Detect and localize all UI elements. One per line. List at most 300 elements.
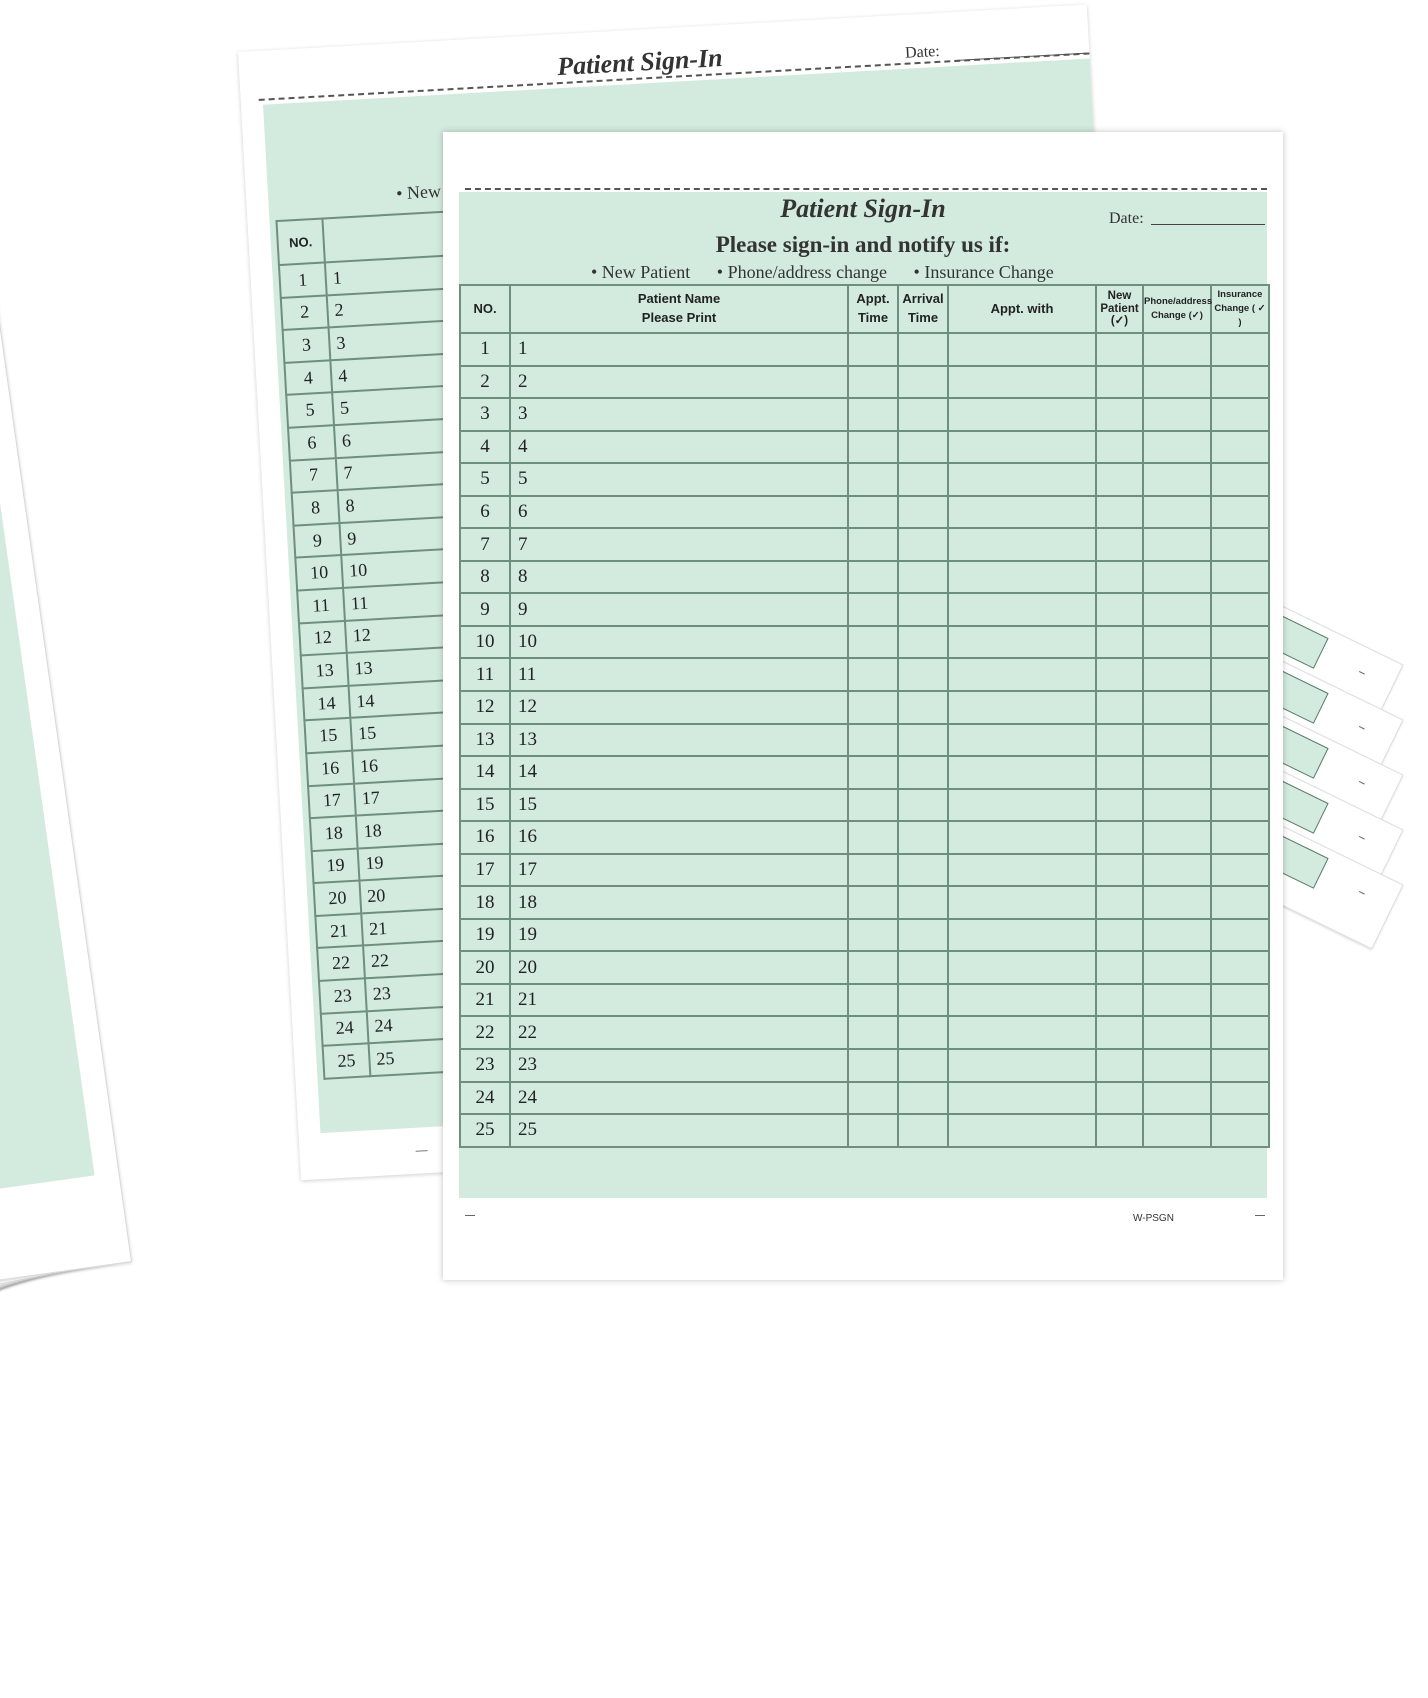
patient-name-cell[interactable]: 14 [510, 756, 848, 789]
phone-address-change-cell[interactable] [1143, 333, 1211, 366]
appt-time-cell[interactable] [848, 626, 898, 659]
table-row [460, 789, 1269, 822]
sign-in-table [459, 284, 1270, 1148]
phone-address-change-cell[interactable] [1143, 463, 1211, 496]
patient-name-cell[interactable]: 5 [510, 463, 848, 496]
appt-with-cell[interactable] [948, 496, 1096, 529]
insurance-change-cell[interactable] [1211, 951, 1269, 984]
new-patient-cell[interactable] [1096, 1016, 1143, 1049]
patient-name-cell[interactable]: 1 [510, 333, 848, 366]
row-number: 3 [460, 398, 510, 431]
patient-name-cell[interactable]: 17 [510, 854, 848, 887]
appt-time-cell[interactable] [848, 756, 898, 789]
table-row [460, 626, 1269, 659]
table-row [460, 366, 1269, 399]
patient-name-cell[interactable]: 24 [510, 1082, 848, 1115]
arrival-time-cell[interactable] [898, 951, 948, 984]
phone-address-change-cell[interactable] [1143, 1049, 1211, 1082]
patient-name-cell[interactable]: 11 [510, 658, 848, 691]
arrival-time-cell[interactable] [898, 431, 948, 464]
arrival-time-cell[interactable] [898, 658, 948, 691]
phone-address-change-cell[interactable] [1143, 691, 1211, 724]
table-row [460, 691, 1269, 724]
table-row [460, 528, 1269, 561]
appt-time-cell[interactable] [848, 886, 898, 919]
new-patient-cell[interactable] [1096, 398, 1143, 431]
back-row-number: 6 [288, 425, 336, 460]
back-row-number: 25 [323, 1044, 371, 1079]
insurance-change-cell[interactable] [1211, 691, 1269, 724]
phone-address-change-cell[interactable] [1143, 398, 1211, 431]
appt-time-cell[interactable] [848, 1114, 898, 1147]
col-header-new-patient: New Patient (✓) [1096, 285, 1143, 333]
appt-with-cell[interactable] [948, 658, 1096, 691]
appt-with-cell[interactable] [948, 528, 1096, 561]
appt-with-cell[interactable] [948, 691, 1096, 724]
table-row [460, 561, 1269, 594]
back-row-number: 15 [304, 718, 352, 753]
phone-address-change-cell[interactable] [1143, 886, 1211, 919]
insurance-change-cell[interactable] [1211, 333, 1269, 366]
back-patient-name-cell: 25 [369, 1036, 498, 1076]
appt-time-cell[interactable] [848, 398, 898, 431]
date-field-line [1151, 224, 1265, 225]
new-patient-cell[interactable] [1096, 854, 1143, 887]
new-patient-cell[interactable] [1096, 463, 1143, 496]
phone-address-change-cell[interactable] [1143, 561, 1211, 594]
table-row [460, 1114, 1269, 1147]
phone-address-change-cell[interactable] [1143, 528, 1211, 561]
back-row-number: 17 [308, 783, 356, 818]
table-row [460, 886, 1269, 919]
phone-address-change-cell[interactable] [1143, 626, 1211, 659]
back-patient-name-cell: 16 [352, 744, 481, 784]
phone-address-change-cell[interactable] [1143, 789, 1211, 822]
back-row-number: 3 [283, 328, 331, 363]
appt-with-cell[interactable] [948, 366, 1096, 399]
patient-name-cell[interactable]: 9 [510, 593, 848, 626]
back-row-number: 8 [292, 490, 340, 525]
back-row-number: 4 [284, 360, 332, 395]
row-number: 20 [460, 951, 510, 984]
phone-address-change-cell[interactable] [1143, 1114, 1211, 1147]
table-row [460, 951, 1269, 984]
appt-with-cell[interactable] [948, 1082, 1096, 1115]
back-patient-name-cell: 15 [350, 711, 479, 751]
arrival-time-cell[interactable] [898, 398, 948, 431]
insurance-change-cell[interactable] [1211, 919, 1269, 952]
insurance-change-cell[interactable] [1211, 658, 1269, 691]
patient-name-cell[interactable]: 6 [510, 496, 848, 529]
appt-time-cell[interactable] [848, 431, 898, 464]
insurance-change-cell[interactable] [1211, 496, 1269, 529]
col-header-insurance-change: Insurance Change ( ✓ ) [1211, 285, 1269, 333]
row-number: 4 [460, 431, 510, 464]
arrival-time-cell[interactable] [898, 1016, 948, 1049]
stacked-sheet [0, 92, 132, 1377]
arrival-time-cell[interactable] [898, 886, 948, 919]
arrival-time-cell[interactable] [898, 1049, 948, 1082]
new-patient-cell[interactable] [1096, 756, 1143, 789]
back-patient-name-cell: 11 [343, 581, 472, 621]
phone-address-change-cell[interactable] [1143, 919, 1211, 952]
phone-address-change-cell[interactable] [1143, 756, 1211, 789]
new-patient-cell[interactable] [1096, 561, 1143, 594]
patient-name-cell[interactable]: 19 [510, 919, 848, 952]
new-patient-cell[interactable] [1096, 1049, 1143, 1082]
table-row [460, 854, 1269, 887]
insurance-change-cell[interactable] [1211, 1082, 1269, 1115]
arrival-time-cell[interactable] [898, 724, 948, 757]
col-header-phone-address-change: Phone/address Change (✓) [1143, 285, 1211, 333]
patient-name-cell[interactable]: 20 [510, 951, 848, 984]
arrival-time-cell[interactable] [898, 561, 948, 594]
arrival-time-cell[interactable] [898, 1082, 948, 1115]
row-number: 25 [460, 1114, 510, 1147]
insurance-change-cell[interactable] [1211, 431, 1269, 464]
phone-address-change-cell[interactable] [1143, 431, 1211, 464]
new-patient-cell[interactable] [1096, 366, 1143, 399]
back-patient-name-cell: 14 [349, 678, 478, 718]
new-patient-cell[interactable] [1096, 626, 1143, 659]
back-row-number: 1 [279, 262, 327, 297]
insurance-change-cell[interactable] [1211, 886, 1269, 919]
insurance-change-cell[interactable] [1211, 1016, 1269, 1049]
back-patient-name-cell: 20 [359, 874, 488, 914]
row-number: 6 [460, 496, 510, 529]
appt-time-cell[interactable] [848, 561, 898, 594]
table-row [460, 1016, 1269, 1049]
row-number: 2 [460, 366, 510, 399]
insurance-change-cell[interactable] [1211, 854, 1269, 887]
appt-time-cell[interactable] [848, 789, 898, 822]
appt-time-cell[interactable] [848, 463, 898, 496]
row-number: 14 [460, 756, 510, 789]
table-row [460, 984, 1269, 1017]
insurance-change-cell[interactable] [1211, 463, 1269, 496]
back-patient-name-cell: 13 [347, 646, 476, 686]
phone-address-change-cell[interactable] [1143, 951, 1211, 984]
appt-with-cell[interactable] [948, 919, 1096, 952]
arrival-time-cell[interactable] [898, 756, 948, 789]
table-row [460, 463, 1269, 496]
back-row-number: 9 [294, 523, 342, 558]
col-header-patient-name: Patient Name Please Print [510, 285, 848, 333]
appt-time-cell[interactable] [848, 724, 898, 757]
patient-name-cell[interactable]: 15 [510, 789, 848, 822]
perforation-line [465, 188, 1267, 190]
new-patient-cell[interactable] [1096, 658, 1143, 691]
arrival-time-cell[interactable] [898, 366, 948, 399]
phone-address-change-cell[interactable] [1143, 496, 1211, 529]
appt-with-cell[interactable] [948, 1016, 1096, 1049]
patient-name-cell[interactable]: 12 [510, 691, 848, 724]
row-number: 16 [460, 821, 510, 854]
arrival-time-cell[interactable] [898, 463, 948, 496]
back-row-number: 22 [317, 946, 365, 981]
back-row-number: 12 [299, 620, 347, 655]
back-row-number: 21 [315, 913, 363, 948]
insurance-change-cell[interactable] [1211, 789, 1269, 822]
new-patient-cell[interactable] [1096, 951, 1143, 984]
appt-with-cell[interactable] [948, 593, 1096, 626]
row-number: 12 [460, 691, 510, 724]
back-patient-name-cell: 2 [327, 288, 456, 328]
back-row-number: 13 [301, 653, 349, 688]
row-number: 7 [460, 528, 510, 561]
back-patient-name-cell: 6 [334, 418, 463, 458]
col-header-appt-time: Appt. Time [848, 285, 898, 333]
bullet-insurance: • Insurance Change [913, 262, 1054, 282]
back-patient-name-cell: 10 [341, 548, 470, 588]
appt-with-cell[interactable] [948, 1049, 1096, 1082]
back-patient-name-cell: 17 [354, 776, 483, 816]
row-number: 15 [460, 789, 510, 822]
insurance-change-cell[interactable] [1211, 724, 1269, 757]
patient-name-cell[interactable]: 10 [510, 626, 848, 659]
back-row-number: 5 [286, 393, 334, 428]
insurance-change-cell[interactable] [1211, 528, 1269, 561]
patient-name-cell[interactable]: 13 [510, 724, 848, 757]
new-patient-cell[interactable] [1096, 1114, 1143, 1147]
appt-time-cell[interactable] [848, 919, 898, 952]
row-number: 19 [460, 919, 510, 952]
back-patient-name-cell: 5 [332, 386, 461, 426]
phone-address-change-cell[interactable] [1143, 1016, 1211, 1049]
patient-name-cell[interactable]: 7 [510, 528, 848, 561]
row-number: 10 [460, 626, 510, 659]
row-number: 5 [460, 463, 510, 496]
new-patient-cell[interactable] [1096, 528, 1143, 561]
bullet-phone-address: • Phone/address change [716, 262, 888, 282]
appt-with-cell[interactable] [948, 333, 1096, 366]
appt-time-cell[interactable] [848, 691, 898, 724]
arrival-time-cell[interactable] [898, 691, 948, 724]
insurance-change-cell[interactable] [1211, 1114, 1269, 1147]
row-number: 22 [460, 1016, 510, 1049]
table-row [460, 658, 1269, 691]
new-patient-cell[interactable] [1096, 691, 1143, 724]
arrival-time-cell[interactable] [898, 919, 948, 952]
row-number: 9 [460, 593, 510, 626]
date-label: Date: [1109, 210, 1144, 227]
row-number: 8 [460, 561, 510, 594]
table-row [460, 919, 1269, 952]
back-row-number: 24 [321, 1011, 369, 1046]
back-patient-name-cell: 3 [329, 320, 458, 360]
phone-address-change-cell[interactable] [1143, 854, 1211, 887]
new-patient-cell[interactable] [1096, 593, 1143, 626]
arrival-time-cell[interactable] [898, 333, 948, 366]
insurance-change-cell[interactable] [1211, 366, 1269, 399]
table-row [460, 724, 1269, 757]
phone-address-change-cell[interactable] [1143, 724, 1211, 757]
patient-name-cell[interactable]: 21 [510, 984, 848, 1017]
new-patient-cell[interactable] [1096, 789, 1143, 822]
appt-with-cell[interactable] [948, 561, 1096, 594]
back-row-number: 11 [297, 588, 345, 623]
arrival-time-cell[interactable] [898, 528, 948, 561]
table-row [460, 1049, 1269, 1082]
insurance-change-cell[interactable] [1211, 626, 1269, 659]
row-number: 21 [460, 984, 510, 1017]
appt-with-cell[interactable] [948, 756, 1096, 789]
appt-with-cell[interactable] [948, 1114, 1096, 1147]
table-row [460, 1082, 1269, 1115]
front-sheet [443, 132, 1283, 1280]
notify-bullets [591, 262, 1076, 283]
back-sheet-bullet: • New [395, 180, 442, 204]
appt-with-cell[interactable] [948, 821, 1096, 854]
appt-with-cell[interactable] [948, 431, 1096, 464]
insurance-change-cell[interactable] [1211, 821, 1269, 854]
insurance-change-cell[interactable] [1211, 984, 1269, 1017]
appt-with-cell[interactable] [948, 854, 1096, 887]
back-row-number: 18 [310, 816, 358, 851]
back-patient-name-cell: 9 [339, 516, 468, 556]
form-code: W-PSGN [1133, 1213, 1174, 1224]
table-row [460, 398, 1269, 431]
back-patient-name-cell: 23 [365, 971, 494, 1011]
appt-time-cell[interactable] [848, 1049, 898, 1082]
table-row [460, 593, 1269, 626]
patient-name-cell[interactable]: 18 [510, 886, 848, 919]
patient-name-cell[interactable]: 16 [510, 821, 848, 854]
appt-time-cell[interactable] [848, 951, 898, 984]
table-row [460, 496, 1269, 529]
appt-time-cell[interactable] [848, 658, 898, 691]
back-row-number: 19 [312, 848, 360, 883]
phone-address-change-cell[interactable] [1143, 984, 1211, 1017]
new-patient-cell[interactable] [1096, 1082, 1143, 1115]
back-row-number: 20 [314, 881, 362, 916]
patient-name-cell[interactable]: 25 [510, 1114, 848, 1147]
row-number: 23 [460, 1049, 510, 1082]
back-patient-name-cell: 12 [345, 613, 474, 653]
arrival-time-cell[interactable] [898, 496, 948, 529]
back-patient-name-cell: 7 [336, 451, 465, 491]
arrival-time-cell[interactable] [898, 789, 948, 822]
new-patient-cell[interactable] [1096, 886, 1143, 919]
back-row-number: 7 [290, 458, 338, 493]
col-header-arrival-time: Arrival Time [898, 285, 948, 333]
appt-time-cell[interactable] [848, 1016, 898, 1049]
form-subtitle: Please sign-in and notify us if: [715, 232, 1011, 257]
phone-address-change-cell[interactable] [1143, 821, 1211, 854]
table-row [460, 333, 1269, 366]
new-patient-cell[interactable] [1096, 496, 1143, 529]
row-number: 18 [460, 886, 510, 919]
phone-address-change-cell[interactable] [1143, 366, 1211, 399]
col-header-appt-with: Appt. with [948, 285, 1096, 333]
appt-with-cell[interactable] [948, 398, 1096, 431]
table-row [460, 821, 1269, 854]
appt-with-cell[interactable] [948, 724, 1096, 757]
row-number: 17 [460, 854, 510, 887]
phone-address-change-cell[interactable] [1143, 658, 1211, 691]
row-number: 1 [460, 333, 510, 366]
appt-time-cell[interactable] [848, 333, 898, 366]
row-number: 11 [460, 658, 510, 691]
insurance-change-cell[interactable] [1211, 398, 1269, 431]
appt-time-cell[interactable] [848, 593, 898, 626]
back-row-number: 10 [295, 555, 343, 590]
patient-name-cell[interactable]: 22 [510, 1016, 848, 1049]
appt-with-cell[interactable] [948, 886, 1096, 919]
new-patient-cell[interactable] [1096, 431, 1143, 464]
back-patient-name-cell: 22 [363, 939, 492, 979]
table-row [460, 431, 1269, 464]
col-header-no: NO. [460, 285, 510, 333]
patient-name-cell[interactable]: 8 [510, 561, 848, 594]
new-patient-cell[interactable] [1096, 984, 1143, 1017]
form-title: Patient Sign-In [780, 194, 946, 223]
insurance-change-cell[interactable] [1211, 756, 1269, 789]
back-row-number: 16 [306, 751, 354, 786]
back-row-number: 2 [281, 295, 329, 330]
phone-address-change-cell[interactable] [1143, 1082, 1211, 1115]
insurance-change-cell[interactable] [1211, 561, 1269, 594]
appt-with-cell[interactable] [948, 984, 1096, 1017]
appt-with-cell[interactable] [948, 626, 1096, 659]
back-row-number: 14 [303, 686, 351, 721]
back-sheet-title: Patient Sign-In [556, 42, 724, 82]
back-patient-name-cell: 24 [367, 1004, 496, 1044]
table-row [460, 756, 1269, 789]
new-patient-cell[interactable] [1096, 333, 1143, 366]
back-patient-name-cell: 8 [338, 483, 467, 523]
arrival-time-cell[interactable] [898, 984, 948, 1017]
row-number: 13 [460, 724, 510, 757]
arrival-time-cell[interactable] [898, 1114, 948, 1147]
patient-name-cell[interactable]: 4 [510, 431, 848, 464]
new-patient-cell[interactable] [1096, 821, 1143, 854]
arrival-time-cell[interactable] [898, 854, 948, 887]
arrival-time-cell[interactable] [898, 593, 948, 626]
arrival-time-cell[interactable] [898, 821, 948, 854]
back-sheet-no-header: NO. [277, 219, 325, 265]
back-patient-name-cell: 1 [325, 255, 454, 295]
appt-time-cell[interactable] [848, 528, 898, 561]
phone-address-change-cell[interactable] [1143, 593, 1211, 626]
appt-time-cell[interactable] [848, 984, 898, 1017]
back-patient-name-cell: 4 [330, 353, 459, 393]
new-patient-cell[interactable] [1096, 724, 1143, 757]
row-number: 24 [460, 1082, 510, 1115]
appt-time-cell[interactable] [848, 366, 898, 399]
back-patient-name-cell: 18 [356, 809, 485, 849]
back-row-number: 23 [319, 978, 367, 1013]
back-patient-name-cell: 21 [361, 906, 490, 946]
patient-name-cell[interactable]: 2 [510, 366, 848, 399]
appt-with-cell[interactable] [948, 951, 1096, 984]
appt-with-cell[interactable] [948, 789, 1096, 822]
appt-time-cell[interactable] [848, 496, 898, 529]
back-patient-name-cell: 19 [358, 841, 487, 881]
table-header-row [460, 285, 1269, 333]
back-sheet-date-label: Date: [904, 42, 941, 62]
arrival-time-cell[interactable] [898, 626, 948, 659]
insurance-change-cell[interactable] [1211, 593, 1269, 626]
new-patient-cell[interactable] [1096, 919, 1143, 952]
appt-time-cell[interactable] [848, 854, 898, 887]
appt-time-cell[interactable] [848, 1082, 898, 1115]
appt-time-cell[interactable] [848, 821, 898, 854]
patient-name-cell[interactable]: 23 [510, 1049, 848, 1082]
patient-name-cell[interactable]: 3 [510, 398, 848, 431]
appt-with-cell[interactable] [948, 463, 1096, 496]
insurance-change-cell[interactable] [1211, 1049, 1269, 1082]
